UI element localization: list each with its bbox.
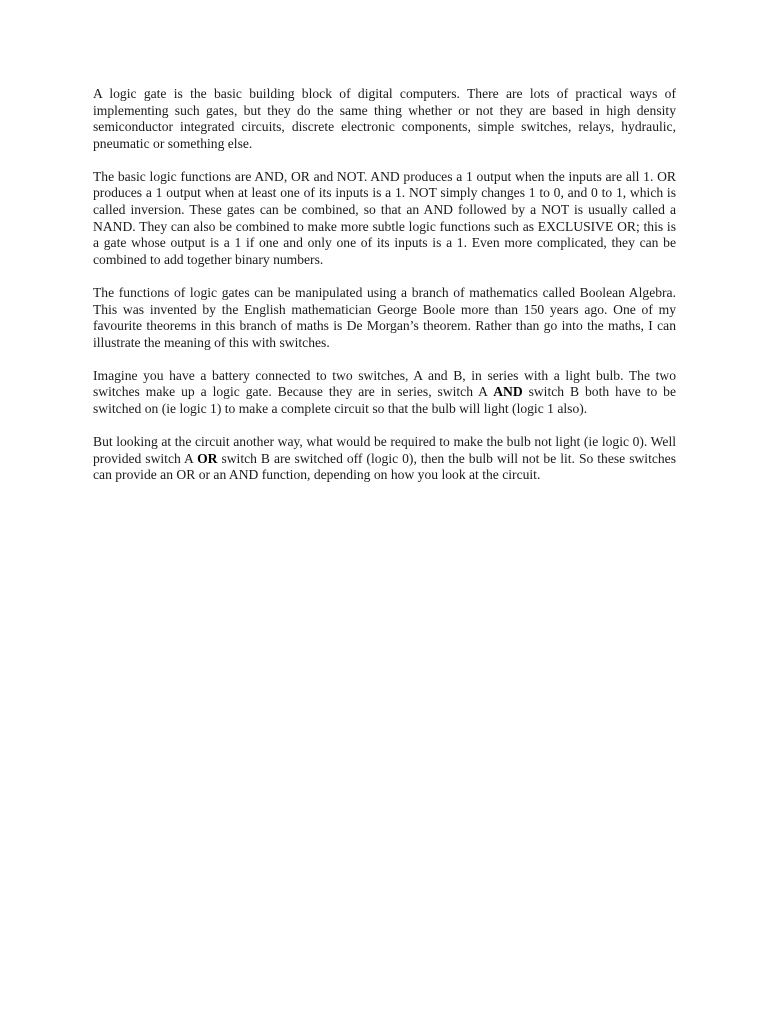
paragraph-text: switch B are switched off (logic 0), then the bulb will not be lit. So these switches can provide an OR or an AND function, depending on how you look at the circuit. — [93, 450, 677, 483]
paragraph-series-switches — [93, 368, 676, 418]
paragraph-boolean-algebra: The functions of logic gates can be manipulated using a branch of mathematics called Boolean Algebra. This was invented by the English mathematician George Boole more than 150 years ago. One of my favourite theorems in this branch of maths is De Morgan’s theorem. Rather than go into the maths, I can illustrate the meaning of this with switches. — [93, 284, 676, 350]
paragraph-logic-gate-intro: A logic gate is the basic building block of digital computers. There are lots of practical ways of implementing such gates, but they do the same thing whether or not they are based in high density semiconductor integrated circuits, discrete electronic components, simple switches, relays, hydraulic, pneumatic or something else. — [93, 86, 676, 151]
paragraph-basic-logic-functions: The basic logic functions are AND, OR and NOT. AND produces a 1 output when the inputs are all 1. OR produces a 1 output when at least one of its inputs is a 1. NOT simply changes 1 to 0, and 0 to 1, which is called inversion. These gates can be combined, so that an AND followed by a NOT is usually called a NAND. They can also be combined to make more subtle logic functions such as EXCLUSIVE OR; this is a gate whose output is a 1 if one and only one of its inputs is a 1. Even more complicated, they can be combined to add together binary numbers. — [93, 168, 676, 267]
paragraph-text: switch B both have to be switched on (ie logic 1) to make a complete circuit so that the bulb will light (logic 1 also). — [93, 384, 676, 416]
paragraph-circuit-other-way — [93, 434, 676, 484]
emphasis-and: AND — [493, 384, 523, 400]
emphasis-or: OR — [197, 450, 218, 466]
paragraph-text: Imagine you have a battery connected to two switches, A and B, in series with a light bulb. The two switches make up a logic gate. Because they are in series, switch A — [93, 367, 676, 400]
paragraph-text: But looking at the circuit another way, what would be required to make the bulb not light (ie logic 0). Well provided switch A — [93, 434, 676, 466]
